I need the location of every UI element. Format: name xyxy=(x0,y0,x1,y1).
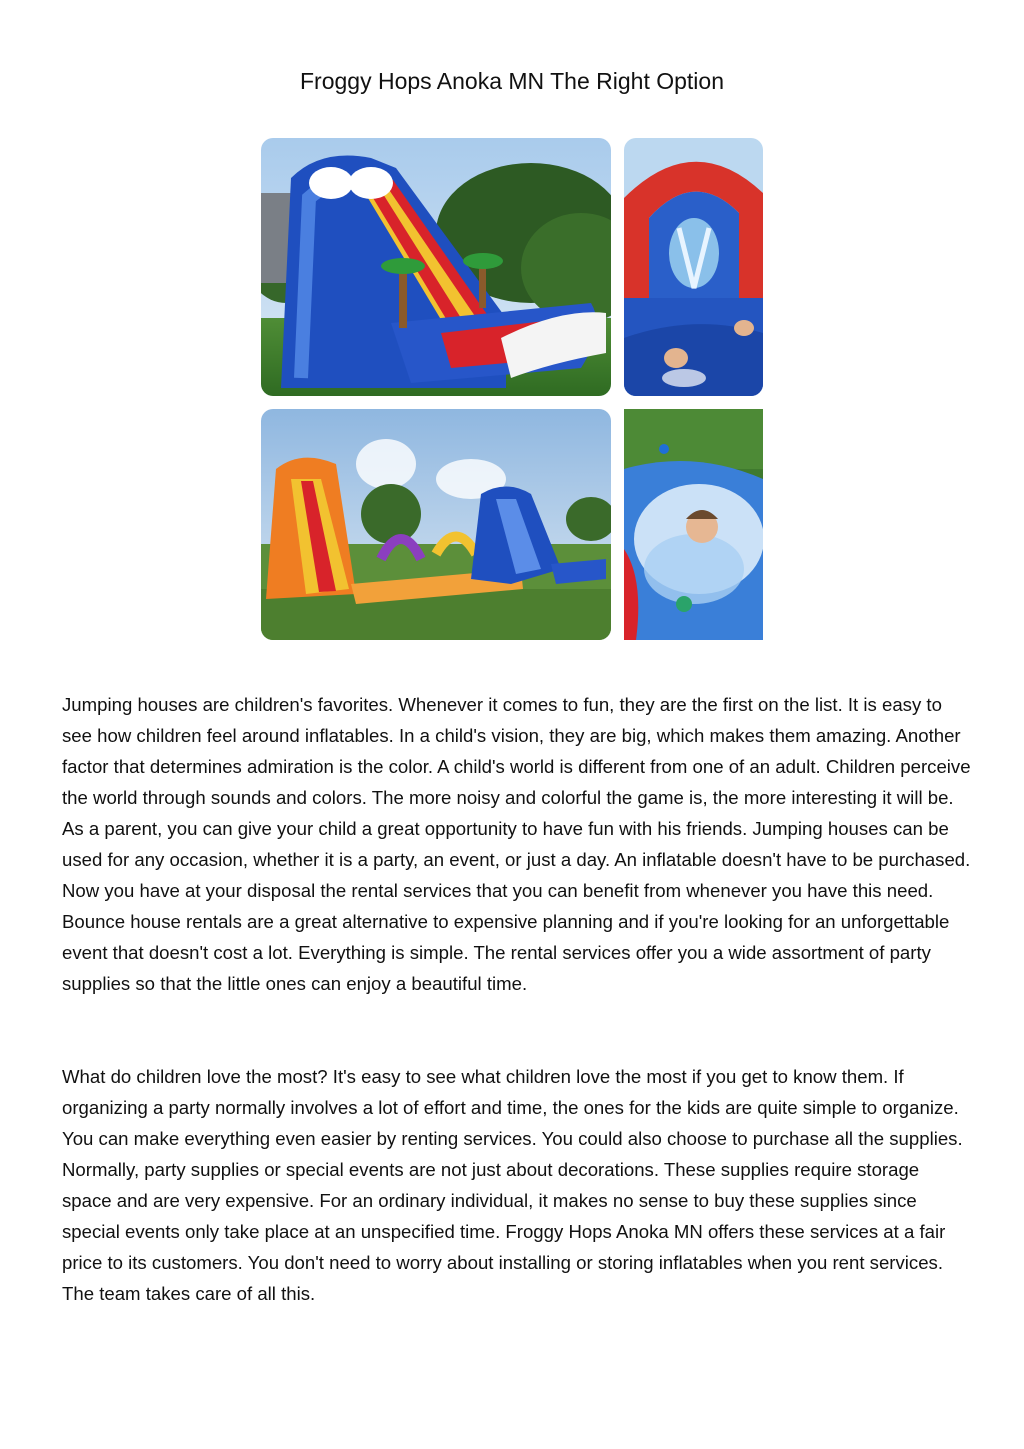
page-title: Froggy Hops Anoka MN The Right Option xyxy=(299,68,724,94)
photo-kids-sliding-under-arch xyxy=(624,138,763,396)
body-paragraph-2: What do children love the most? It's easy to see what children love the most if you get to know them. If organizing a party normally involves a lot of effort and time, the ones for the kids are quite simple to organize. You can make everything even easier by renting services. You could also choose to purchase all the supplies. Normally, party supplies or special events are not just about decorations. These supplies require storage space and are very expensive. For an ordinary individual, it makes no sense to buy these supplies since special events only take place at an unspecified time. Froggy Hops Anoka MN offers these services at a fair price to its customers. You don't need to worry about installing or storing inflatables when you rent services. The team takes care of all this. xyxy=(62,1066,963,1304)
photo-orange-and-blue-slides xyxy=(261,409,611,640)
body-paragraph-1: Jumping houses are children's favorites. Whenever it comes to fun, they are the first on the list. It is easy to see how children feel around inflatables. In a child's vision, they are big, which makes them amazing. Another factor that determines admiration is the color. A child's world is different from one of an adult. Children perceive the world through sounds and colors. The more noisy and colorful the game is, the more interesting it will be. As a parent, you can give your child a great opportunity to have fun with his friends. Jumping houses can be used for any occasion, whether it is a party, an event, or just a day. An inflatable doesn't have to be purchased. Now you have at your disposal the rental services that you can benefit from whenever you have this need. Bounce house rentals are a great alternative to expensive planning and if you're looking for an unforgettable event that doesn't cost a lot. Everything is simple. The rental services offer you a wide assortment of party supplies so that the little ones can enjoy a beautiful time. xyxy=(62,694,971,994)
photo-tropical-water-slide xyxy=(261,138,611,396)
photo-child-splashing xyxy=(624,409,763,640)
